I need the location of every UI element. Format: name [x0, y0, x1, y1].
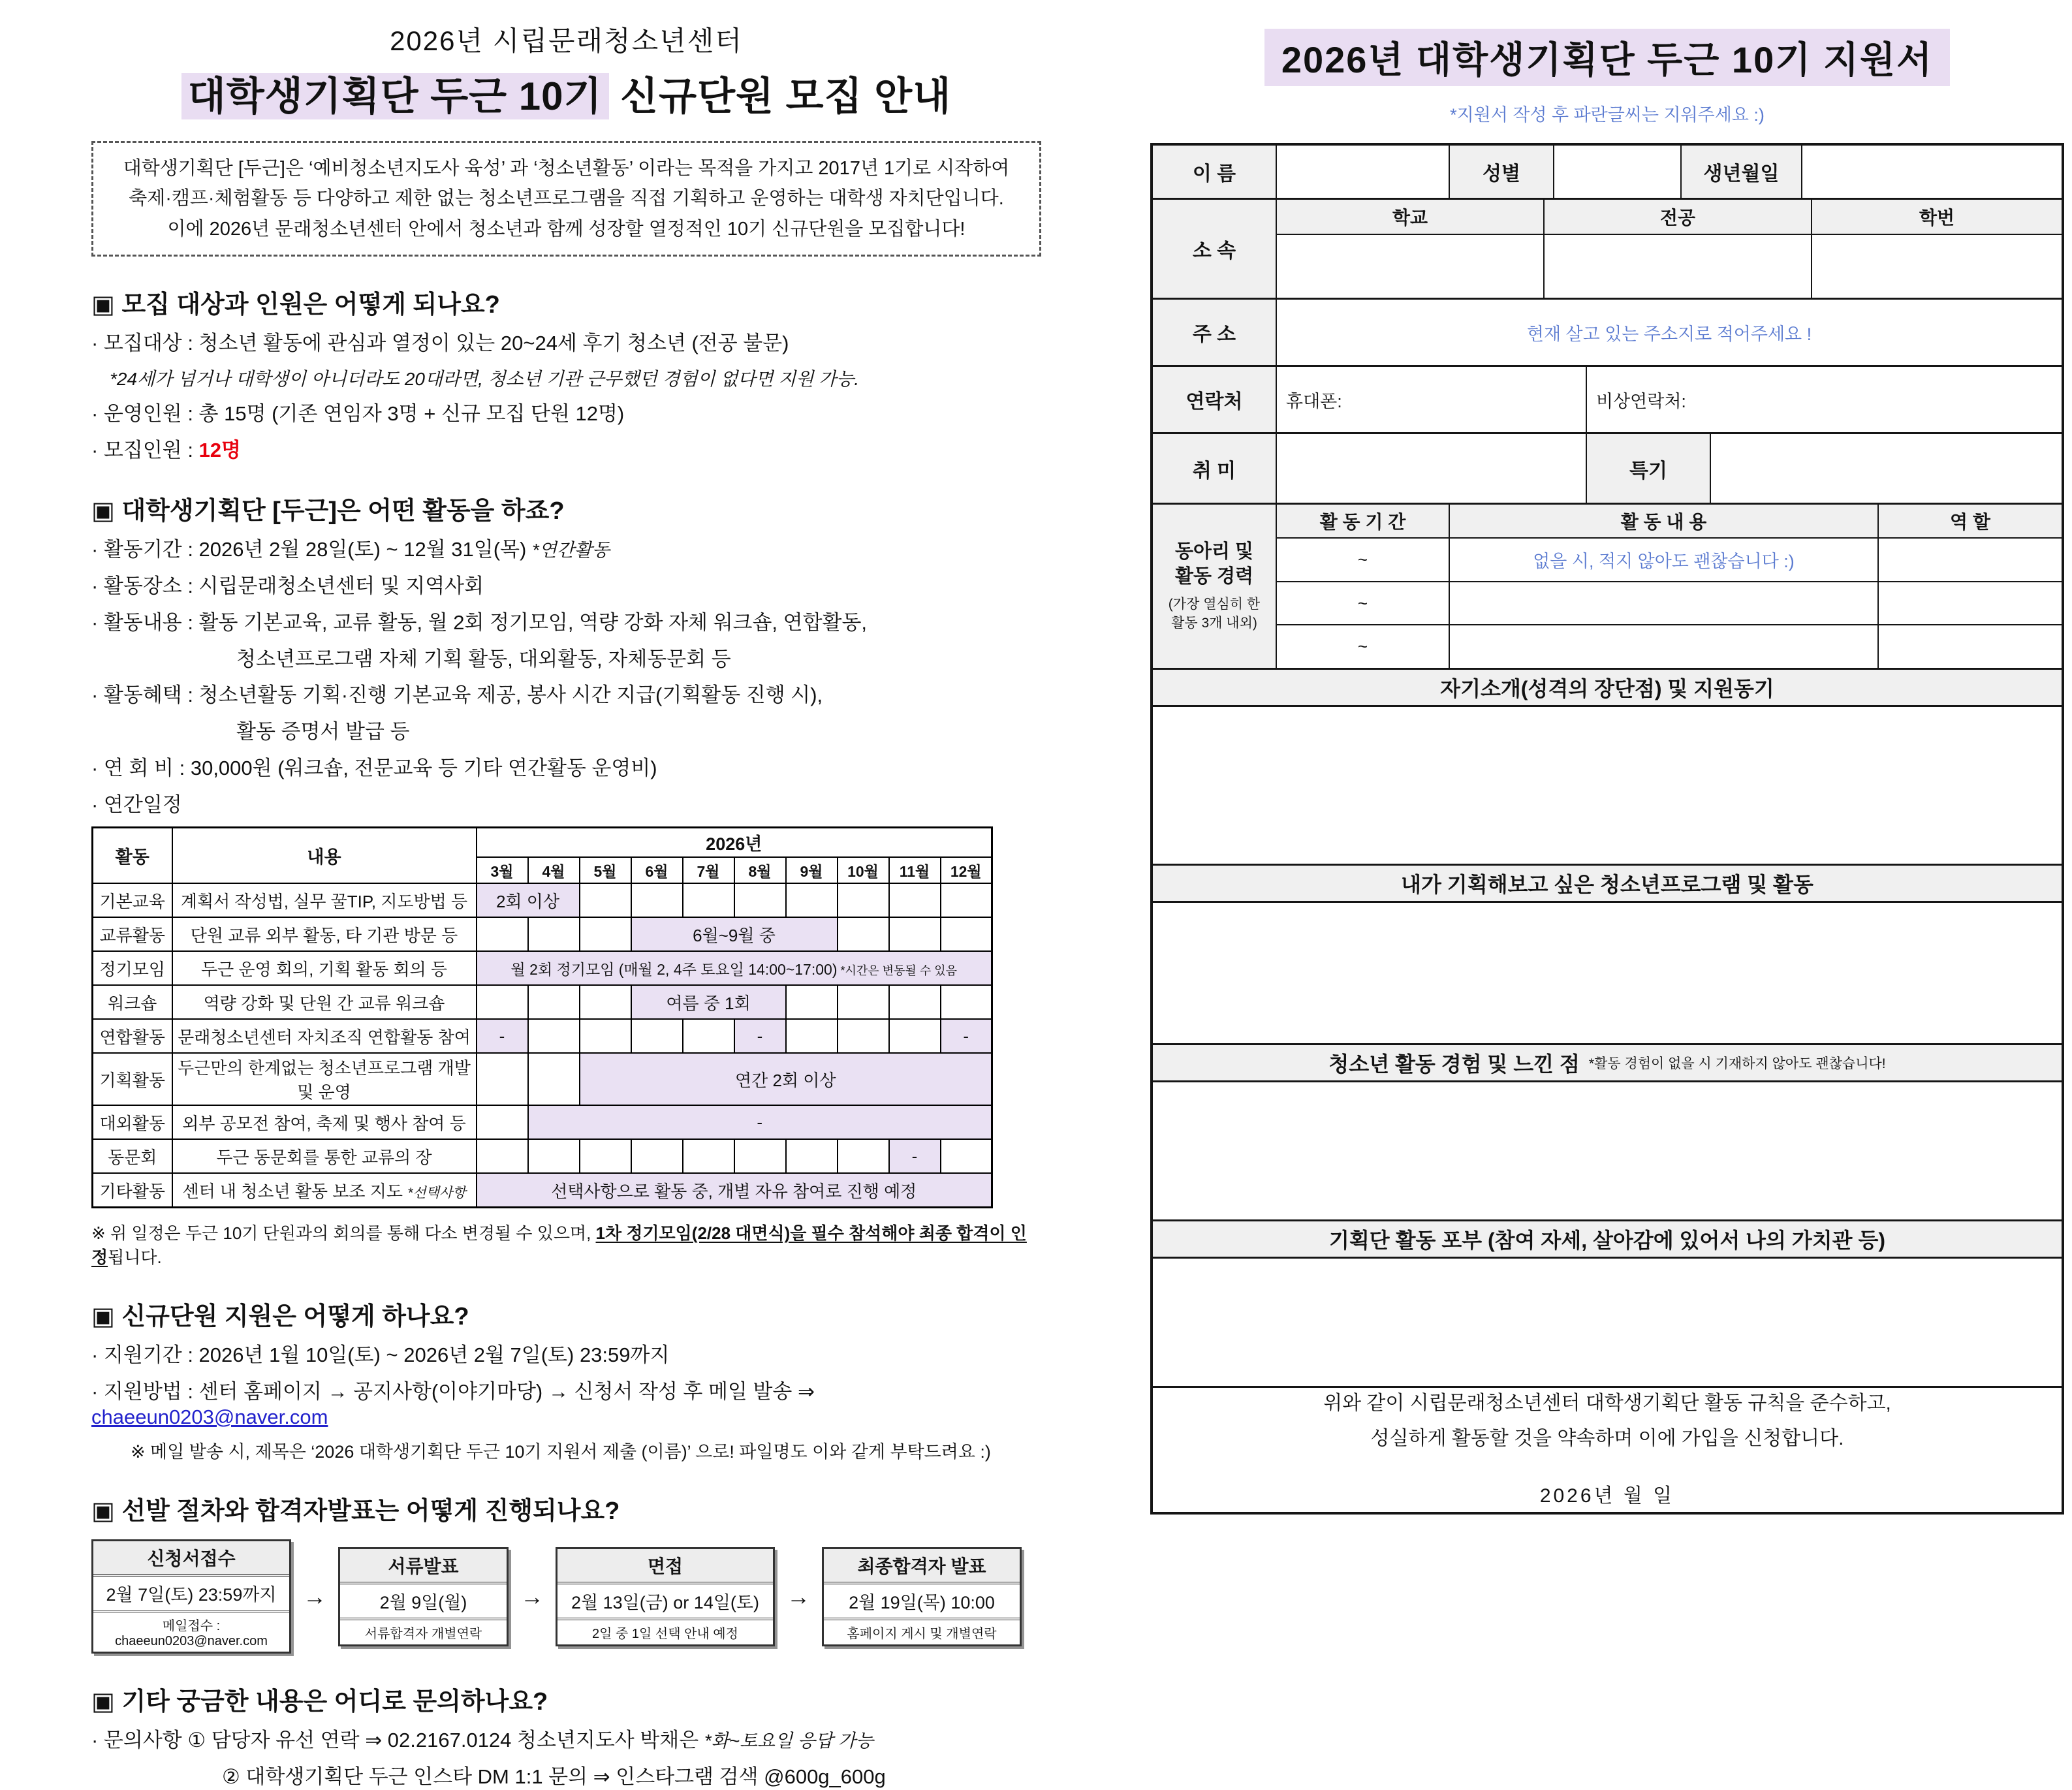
schedule-month: 7월: [683, 857, 734, 883]
schedule-activity: 정기모임: [93, 951, 172, 985]
schedule-description: 두근 동문회를 통한 교류의 장: [172, 1139, 477, 1173]
schedule-cell: 6월~9월 중: [631, 917, 838, 951]
schedule-cell: [941, 883, 992, 917]
contact-label: 연락처: [1153, 367, 1277, 432]
application-page: [1150, 29, 2064, 1515]
pledge-line-1: 위와 같이 시립문래청소년센터 대학생기획단 활동 규칙을 준수하고,: [1323, 1392, 1891, 1414]
page-title-highlight: 대학생기획단 두근 10기: [181, 73, 609, 119]
intro-line: 대학생기획단 [두근]은 ‘예비청소년지도사 육성’ 과 ‘청소년활동’ 이라는 목적을 가지고 2017년 1기로 시작하여: [123, 158, 1010, 179]
schedule-cell: [580, 917, 631, 951]
section-contact-title: ▣ 기타 궁금한 내용은 어디로 문의하나요?: [91, 1688, 548, 1716]
schedule-month: 9월: [786, 857, 838, 883]
flow-step-title: 서류발표: [340, 1549, 507, 1584]
schedule-month: 4월: [528, 857, 580, 883]
schedule-activity: 기획활동: [93, 1053, 172, 1105]
schedule-cell: -: [941, 1019, 992, 1053]
schedule-cell: [477, 1139, 528, 1173]
schedule-cell: [580, 1019, 631, 1053]
annual-schedule-table: [91, 826, 993, 1208]
schedule-description: 단원 교류 외부 활동, 타 기관 방문 등: [172, 917, 477, 951]
name-field: [1277, 146, 1450, 198]
club-period-field: ~: [1277, 539, 1450, 581]
schedule-cell: [631, 1139, 683, 1173]
page-title-rest: 신규단원 모집 안내: [608, 74, 952, 118]
footnote-prefix: ※ 위 일정은 두근 10기 단원과의 회의를 통해 다소 변경될 수 있으며,: [91, 1223, 596, 1244]
schedule-cell: [477, 1105, 528, 1139]
flow-step-note: 홈페이지 게시 및 개별연락: [824, 1618, 1020, 1644]
schedule-cell: [838, 917, 889, 951]
club-label-note2: 활동 3개 내외): [1171, 615, 1257, 631]
activity-period: [91, 537, 1041, 563]
schedule-cell: 여름 중 1회: [631, 985, 786, 1019]
hobby-label: 취 미: [1153, 434, 1277, 503]
schedule-description: 두근만의 한계없는 청소년프로그램 개발 및 운영: [172, 1053, 477, 1105]
schedule-month: 12월: [941, 857, 992, 883]
schedule-cell: [889, 917, 941, 951]
pledge-block: [1153, 1388, 2062, 1512]
activity-content-1: · 활동내용 : 활동 기본교육, 교류 활동, 월 2회 정기모임, 역량 강화 자체 워크숍, 연합활동,: [91, 610, 868, 634]
schedule-cell: [786, 1139, 838, 1173]
email-link[interactable]: chaeeun0203@naver.com: [91, 1405, 328, 1428]
arrow-icon: →: [520, 1582, 544, 1610]
activity-period-note: *연간활동: [531, 540, 610, 561]
footnote-strong: 1차 정기모임(2/28 대면식)을 필수 참석해야 최종 합격이 인정: [91, 1223, 1027, 1268]
schedule-description: 역량 강화 및 단원 간 교류 워크숍: [172, 985, 477, 1019]
club-period-field: ~: [1277, 625, 1450, 668]
activity-fee: · 연 회 비 : 30,000원 (워크숍, 전문교육 등 기타 연간활동 운영비): [91, 756, 657, 779]
schedule-month: 8월: [734, 857, 786, 883]
application-subtitle: *지원서 작성 후 파란글씨는 지워주세요 :): [1450, 105, 1765, 125]
org-name: 2026년 시립문래청소년센터: [390, 25, 743, 56]
schedule-row: [93, 1019, 992, 1053]
ambition-field: [1153, 1259, 2062, 1388]
schedule-cell: 월 2회 정기모임 (매월 2, 4주 토요일 14:00~17:00) *시간은 변동될 수 있음: [477, 951, 992, 985]
schedule-month: 11월: [889, 857, 941, 883]
gender-label: 성별: [1450, 146, 1554, 198]
form-row-affiliation: [1153, 200, 2062, 300]
schedule-cell: 연간 2회 이상: [580, 1053, 992, 1105]
schedule-month: 3월: [477, 857, 528, 883]
footnote-suffix: 됩니다.: [108, 1248, 162, 1268]
specialty-label: 특기: [1587, 434, 1711, 503]
pledge-line-2: 성실하게 활동할 것을 약속하며 이에 가입을 신청합니다.: [1370, 1428, 1844, 1449]
major-field: [1545, 235, 1812, 298]
schedule-description: 외부 공모전 참여, 축제 및 행사 참여 등: [172, 1105, 477, 1139]
self-intro-field: [1153, 707, 2062, 866]
flow-step-date: 2월 13일(금) or 14일(토): [571, 1592, 759, 1612]
section-recruit-title: ▣ 모집 대상과 인원은 어떻게 되나요?: [91, 291, 500, 319]
schedule-row: [93, 1105, 992, 1139]
schedule-activity: 교류활동: [93, 917, 172, 951]
club-label-line2: 활동 경력: [1174, 565, 1254, 587]
student-id-label: 학번: [1812, 200, 2062, 234]
schedule-month: 6월: [631, 857, 683, 883]
club-col-role: 역 할: [1879, 505, 2062, 537]
schedule-row: [93, 1053, 992, 1105]
schedule-month: 5월: [580, 857, 631, 883]
schedule-cell: -: [477, 1019, 528, 1053]
flow-step-title: 신청서접수: [93, 1541, 289, 1577]
schedule-cell: [580, 1139, 631, 1173]
schedule-footnote: [91, 1220, 1041, 1268]
annual-schedule-label: · 연간일정: [91, 793, 182, 816]
schedule-cell: [631, 1019, 683, 1053]
application-form: [1150, 143, 2064, 1515]
arrow-icon: →: [787, 1582, 810, 1610]
schedule-row: [93, 985, 992, 1019]
schedule-activity: 동문회: [93, 1139, 172, 1173]
flow-step-title: 면접: [557, 1549, 773, 1584]
contact-line-1: [91, 1728, 1041, 1753]
recruit-count-line: [91, 438, 1041, 463]
flow-step-note: 2일 중 1일 선택 안내 예정: [557, 1618, 773, 1644]
form-row-club-history: [1153, 505, 2062, 670]
schedule-col-content: 내용: [172, 828, 477, 884]
schedule-cell: [683, 883, 734, 917]
recruit-count-label: · 모집인원 :: [91, 438, 199, 462]
schedule-col-activity: 활동: [93, 828, 172, 884]
birth-label: 생년월일: [1682, 146, 1802, 198]
student-id-field: [1812, 235, 2062, 298]
schedule-cell: [838, 883, 889, 917]
form-row-name: [1153, 146, 2062, 200]
club-col-content: 활 동 내 용: [1450, 505, 1879, 537]
experience-header: [1153, 1045, 2062, 1082]
schedule-cell: 2회 이상: [477, 883, 580, 917]
flow-step-date: 2월 7일(토) 23:59까지: [106, 1585, 277, 1605]
schedule-description: 두근 운영 회의, 기획 활동 회의 등: [172, 951, 477, 985]
schedule-activity: 워크숍: [93, 985, 172, 1019]
selection-flow: [91, 1539, 1041, 1654]
schedule-year: 2026년: [477, 828, 992, 858]
schedule-row: [93, 917, 992, 951]
schedule-cell: [528, 917, 580, 951]
schedule-month: 10월: [838, 857, 889, 883]
self-intro-header: 자기소개(성격의 장단점) 및 지원동기: [1153, 670, 2062, 707]
announcement-page: [91, 20, 1041, 1790]
schedule-header-row: [93, 828, 992, 858]
address-field: [1277, 300, 2062, 365]
schedule-cell: [528, 1053, 580, 1105]
schedule-cell: [528, 985, 580, 1019]
schedule-cell: [838, 1139, 889, 1173]
schedule-cell: [734, 1139, 786, 1173]
schedule-cell: -: [528, 1105, 992, 1139]
club-content-field: [1450, 539, 1879, 581]
form-row-address: [1153, 300, 2062, 367]
contact-line-1-note: *화~토요일 응답 가능: [704, 1731, 873, 1751]
section-activity-title: ▣ 대학생기획단 [두근]은 어떤 활동을 하죠?: [91, 497, 565, 526]
flow-step-date: 2월 19일(목) 10:00: [849, 1592, 995, 1612]
form-row-hobby: [1153, 434, 2062, 505]
apply-period: · 지원기간 : 2026년 1월 10일(토) ~ 2026년 2월 7일(토) 23:59까지: [91, 1343, 670, 1367]
activity-period-text: · 활동기간 : 2026년 2월 28일(토) ~ 12월 31일(목): [91, 538, 532, 561]
emergency-contact-field: 비상연락처:: [1587, 367, 2062, 432]
club-label-line1: 동아리 및: [1174, 541, 1254, 562]
section-selection-title: ▣ 선발 절차와 합격자발표는 어떻게 진행되나요?: [91, 1498, 620, 1526]
phone-field: 휴대폰:: [1277, 367, 1587, 432]
schedule-cell: [889, 883, 941, 917]
activity-benefit-2: 활동 증명서 발급 등: [236, 720, 410, 744]
contact-line-1-text: · 문의사항 ① 담당자 유선 연락 ⇒ 02.2167.0124 청소년지도사 박채은: [91, 1729, 704, 1752]
flow-step-3: [556, 1547, 775, 1646]
specialty-field: [1711, 434, 2062, 503]
schedule-cell: [786, 985, 838, 1019]
intro-line: 이에 2026년 문래청소년센터 안에서 청소년과 함께 성장할 열정적인 10기 신규단원을 모집합니다!: [167, 218, 965, 240]
activity-place: · 활동장소 : 시립문래청소년센터 및 지역사회: [91, 574, 484, 598]
schedule-description: 계획서 작성법, 실무 꿀TIP, 지도방법 등: [172, 883, 477, 917]
gender-field: [1554, 146, 1682, 198]
club-content-field: [1450, 582, 1879, 625]
schedule-cell: [734, 883, 786, 917]
club-col-period: 활 동 기 간: [1277, 505, 1450, 537]
hobby-field: [1277, 434, 1587, 503]
program-idea-header: 내가 기획해보고 싶은 청소년프로그램 및 활동: [1153, 866, 2062, 903]
schedule-cell: [528, 1019, 580, 1053]
major-label: 전공: [1545, 200, 1812, 234]
apply-mail-note: ※ 메일 발송 시, 제목은 ‘2026 대학생기획단 두근 10기 지원서 제출 (이름)’ 으로! 파일명도 이와 같게 부탁드려요 :): [131, 1441, 991, 1462]
schedule-cell: [941, 917, 992, 951]
schedule-cell: -: [734, 1019, 786, 1053]
schedule-cell: [889, 985, 941, 1019]
flow-step-title: 최종합격자 발표: [824, 1549, 1020, 1584]
page-title: [91, 65, 1041, 121]
club-period-field: ~: [1277, 582, 1450, 625]
club-role-field: [1879, 539, 2062, 581]
club-hint: 없을 시, 적지 않아도 괜찮습니다 :): [1533, 551, 1795, 571]
address-label: 주 소: [1153, 300, 1277, 365]
flow-step-4: [822, 1547, 1022, 1646]
ambition-header: 기획단 활동 포부 (참여 자세, 살아감에 있어서 나의 가치관 등): [1153, 1221, 2062, 1259]
schedule-activity: 기타활동: [93, 1173, 172, 1208]
experience-title: 청소년 활동 경험 및 느낀 점: [1328, 1052, 1580, 1076]
schedule-row: [93, 1139, 992, 1173]
flow-step-2: [338, 1547, 509, 1646]
schedule-row: [93, 1173, 992, 1208]
application-title: 2026년 대학생기획단 두근 10기 지원서: [1264, 29, 1950, 86]
intro-box: [91, 141, 1041, 257]
schedule-cell: [683, 1139, 734, 1173]
schedule-cell: [838, 1019, 889, 1053]
schedule-cell: [631, 883, 683, 917]
schedule-body: [93, 883, 992, 1208]
recruit-staff: · 운영인원 : 총 15명 (기존 연임자 3명 + 신규 모집 단원 12명): [91, 401, 625, 425]
form-row-contact: [1153, 367, 2062, 434]
flow-step-1: [91, 1539, 291, 1654]
schedule-cell: [580, 985, 631, 1019]
club-content-field: [1450, 625, 1879, 668]
schedule-cell-note: *시간은 변동될 수 있음: [837, 964, 957, 977]
activity-content-2: 청소년프로그램 자체 기획 활동, 대외활동, 자체동문회 등: [236, 647, 731, 670]
schedule-cell: [683, 1019, 734, 1053]
intro-line: 축제·캠프·체험활동 등 다양하고 제한 없는 청소년프로그램을 직접 기획하고 운영하는 대학생 자치단입니다.: [129, 188, 1004, 210]
schedule-cell: [477, 917, 528, 951]
contact-line-2: ② 대학생기획단 두근 인스타 DM 1:1 문의 ⇒ 인스타그램 검색 @600g_600g: [222, 1765, 886, 1789]
apply-method-text: · 지원방법 : 센터 홈페이지 → 공지사항(이야기마당) → 신청서 작성 후 메일 발송 ⇒: [91, 1380, 815, 1404]
schedule-cell: 선택사항으로 활동 중, 개별 자유 참여로 진행 예정: [477, 1173, 992, 1208]
schedule-cell: [477, 985, 528, 1019]
schedule-cell: [477, 1053, 528, 1105]
schedule-description: 문래청소년센터 자치조직 연합활동 참여: [172, 1019, 477, 1053]
program-idea-field: [1153, 903, 2062, 1045]
experience-note: *활동 경험이 없을 시 기재하지 않아도 괜찮습니다!: [1588, 1056, 1886, 1071]
recruit-count-value: 12명: [198, 438, 241, 462]
schedule-cell: -: [889, 1139, 941, 1173]
schedule-cell: [941, 1139, 992, 1173]
name-label: 이 름: [1153, 146, 1277, 198]
birth-field: [1802, 146, 2062, 198]
schedule-cell: [838, 985, 889, 1019]
apply-method: [91, 1379, 1041, 1430]
recruit-target: · 모집대상 : 청소년 활동에 관심과 열정이 있는 20~24세 후기 청소년 (전공 불문): [91, 332, 789, 355]
club-history-label: [1153, 505, 1277, 668]
club-label-note1: (가장 열심히 한: [1168, 597, 1261, 612]
schedule-cell: [528, 1139, 580, 1173]
schedule-row: [93, 883, 992, 917]
activity-benefit-1: · 활동혜택 : 청소년활동 기획·진행 기본교육 제공, 봉사 시간 지급(기획활동 진행 시),: [91, 683, 823, 707]
schedule-activity: 대외활동: [93, 1105, 172, 1139]
address-hint: 현재 살고 있는 주소지로 적어주세요 !: [1526, 324, 1812, 344]
schedule-cell: [941, 985, 992, 1019]
schedule-cell: [889, 1019, 941, 1053]
recruit-target-note: *24세가 넘거나 대학생이 아니더라도 20대라면, 청소년 기관 근무했던 경험이 없다면 지원 가능.: [110, 368, 860, 389]
school-label: 학교: [1277, 200, 1545, 234]
schedule-description: 센터 내 청소년 활동 보조 지도 *선택사항: [172, 1173, 477, 1208]
schedule-activity: 기본교육: [93, 883, 172, 917]
schedule-cell: [580, 883, 631, 917]
schedule-cell: [786, 883, 838, 917]
flow-step-date: 2월 9일(월): [379, 1592, 467, 1612]
flow-step-note: 메일접수 : chaeeun0203@naver.com: [93, 1610, 289, 1652]
experience-field: [1153, 1082, 2062, 1221]
pledge-date: 2026년 월 일: [1539, 1485, 1675, 1507]
club-role-field: [1879, 625, 2062, 668]
club-role-field: [1879, 582, 2062, 625]
arrow-icon: →: [303, 1582, 326, 1610]
schedule-row: [93, 951, 992, 985]
schedule-desc-note: *선택사항: [407, 1185, 466, 1201]
school-field: [1277, 235, 1545, 298]
schedule-cell: [786, 1019, 838, 1053]
flow-step-note: 서류합격자 개별연락: [340, 1618, 507, 1644]
section-apply-title: ▣ 신규단원 지원은 어떻게 하나요?: [91, 1303, 469, 1331]
affiliation-label: 소 속: [1153, 200, 1277, 298]
schedule-activity: 연합활동: [93, 1019, 172, 1053]
